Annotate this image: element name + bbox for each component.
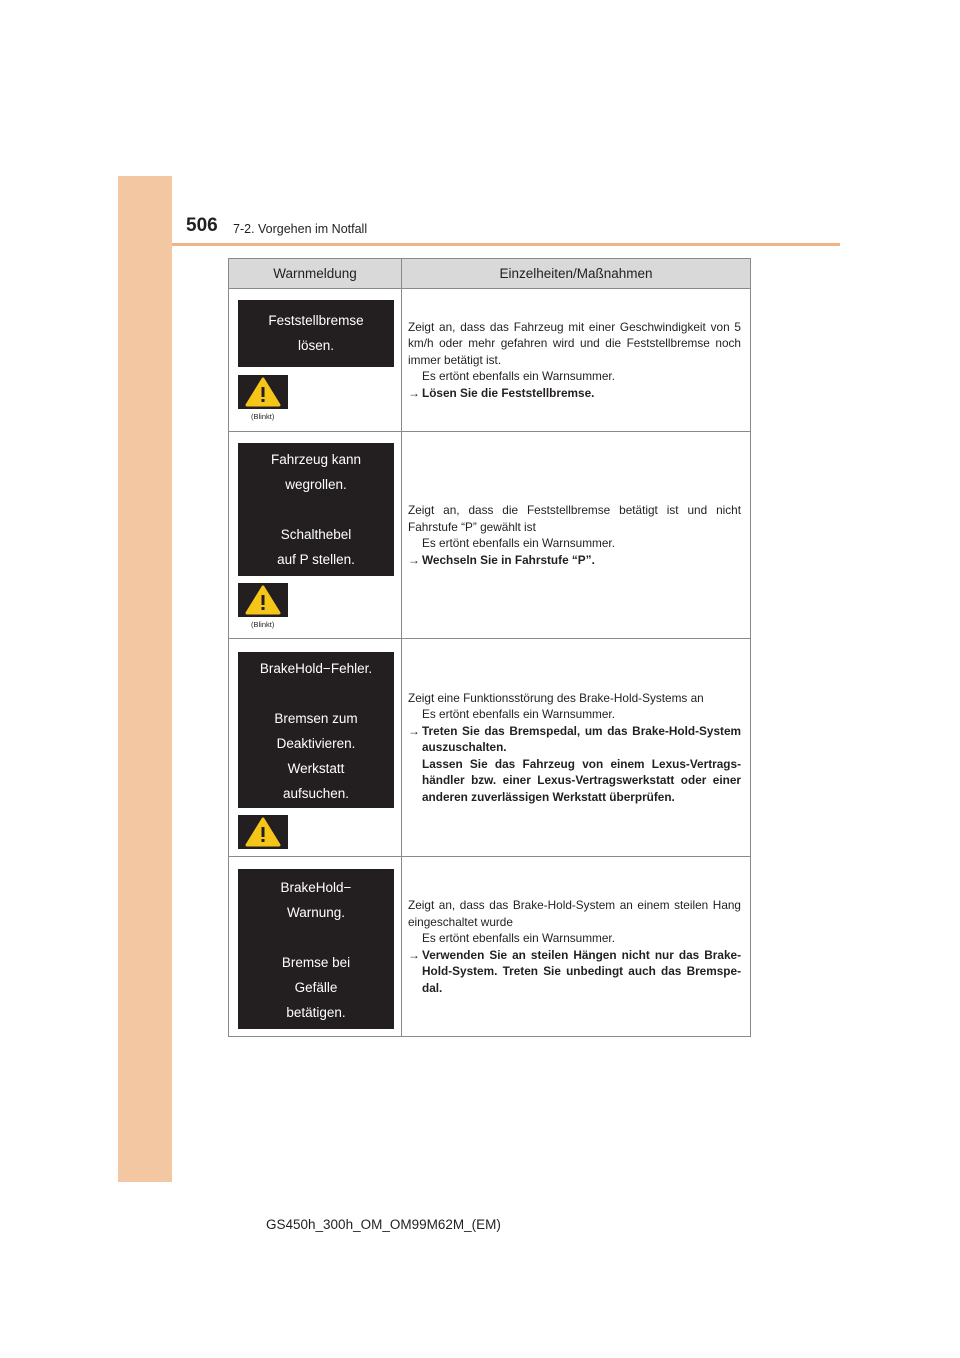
warning-display bbox=[238, 300, 394, 367]
warning-triangle-icon bbox=[238, 815, 288, 849]
action-text: Lösen Sie die Feststellbremse. bbox=[422, 385, 595, 400]
warning-icon-box bbox=[238, 583, 288, 617]
description-text: Zeigt an, dass das Fahrzeug mit einer Geschwindigkeit von 5 km/h oder mehr gefahren wird und die Feststellbremse noch immer betätigt ist. bbox=[408, 319, 741, 367]
blink-label: (Blinkt) bbox=[251, 620, 275, 629]
warning-table bbox=[228, 258, 751, 1037]
details-cell bbox=[402, 857, 751, 1037]
display-line: Warnung. bbox=[286, 905, 346, 920]
warning-display bbox=[238, 443, 394, 576]
details-cell bbox=[402, 432, 751, 639]
display-line: Gefälle bbox=[294, 980, 338, 995]
blink-label: (Blinkt) bbox=[251, 412, 275, 421]
display-line: auf P stellen. bbox=[277, 552, 355, 567]
footer-doc-code: GS450h_300h_OM_OM99M62M_(EM) bbox=[266, 1217, 501, 1232]
note-text: Es ertönt ebenfalls ein Warnsummer. bbox=[422, 369, 615, 384]
display-line: Bremsen zum bbox=[274, 711, 358, 726]
display-line: Schalthebel bbox=[280, 527, 352, 542]
warning-display-cell bbox=[229, 857, 402, 1037]
note-text: Es ertönt ebenfalls ein Warnsummer. bbox=[422, 536, 615, 550]
display-line: Feststellbremse bbox=[268, 313, 364, 328]
display-line: lösen. bbox=[297, 338, 335, 353]
section-title: 7-2. Vorgehen im Notfall bbox=[233, 222, 368, 236]
display-line: betätigen. bbox=[286, 1005, 346, 1020]
display-line: BrakeHold− bbox=[280, 880, 352, 895]
action-item bbox=[408, 756, 741, 806]
display-spacer bbox=[238, 497, 394, 522]
warning-display-cell bbox=[229, 639, 402, 857]
note-text: Es ertönt ebenfalls ein Warnsummer. bbox=[422, 931, 615, 945]
table-header-row bbox=[229, 259, 751, 289]
warning-display bbox=[238, 869, 394, 1029]
action-item bbox=[408, 385, 741, 402]
warning-display-cell bbox=[229, 432, 402, 639]
description-text: Zeigt an, dass das Brake-Hold-System an einem steilen Hang eingeschaltet wurde bbox=[408, 898, 741, 929]
column-header-details: Einzelheiten/Maßnahmen bbox=[402, 259, 751, 289]
table-row bbox=[229, 857, 751, 1037]
description-text: Zeigt eine Funktionsstörung des Brake-Hold-Systems an bbox=[408, 690, 704, 705]
details-cell bbox=[402, 289, 751, 432]
action-text: Lassen Sie das Fahrzeug von einem Lexus-Vertragshändler bzw. einer Lexus-Vertragswerkstatt oder einer anderen zuverlässigen Werkstatt überprüfen. bbox=[422, 756, 741, 804]
table-row bbox=[229, 639, 751, 857]
display-line: Deaktivieren. bbox=[276, 736, 356, 751]
display-line: BrakeHold−Fehler. bbox=[259, 661, 373, 676]
display-line: Werkstatt bbox=[287, 761, 345, 776]
column-header-warning: Warnmeldung bbox=[229, 259, 402, 289]
table-row bbox=[229, 289, 751, 432]
description-text: Zeigt an, dass die Feststellbremse betätigt ist und nicht Fahrstufe “P” gewählt ist bbox=[408, 503, 741, 534]
page-number: 506 bbox=[186, 215, 218, 236]
side-tab-bar bbox=[118, 176, 172, 1182]
warning-triangle-icon bbox=[238, 375, 288, 409]
arrow-icon: → bbox=[408, 947, 420, 962]
table-row bbox=[229, 432, 751, 639]
arrow-icon: → bbox=[408, 723, 420, 738]
warning-icon-box bbox=[238, 815, 288, 849]
display-line: wegrollen. bbox=[285, 477, 347, 492]
action-item bbox=[408, 947, 741, 997]
details-cell bbox=[402, 639, 751, 857]
warning-icon-box bbox=[238, 375, 288, 409]
arrow-icon: → bbox=[408, 552, 420, 567]
action-item bbox=[408, 552, 741, 569]
display-spacer bbox=[238, 681, 394, 706]
action-item bbox=[408, 723, 741, 756]
display-line: Bremse bei bbox=[281, 955, 351, 970]
action-text: Treten Sie das Bremspedal, um das Brake-Hold-System auszuschalten. bbox=[422, 723, 741, 755]
warning-triangle-icon bbox=[238, 583, 288, 617]
action-text: Wechseln Sie in Fahrstufe “P”. bbox=[422, 552, 595, 567]
warning-display-cell bbox=[229, 289, 402, 432]
note-text: Es ertönt ebenfalls ein Warnsummer. bbox=[422, 707, 615, 722]
display-spacer bbox=[238, 925, 394, 950]
action-text: Verwenden Sie an steilen Hängen nicht nur das Brake-Hold-System. Treten Sie unbedingt auch das Bremspedal. bbox=[422, 947, 741, 995]
display-line: Fahrzeug kann bbox=[270, 452, 362, 467]
warning-display bbox=[238, 652, 394, 808]
arrow-icon: → bbox=[408, 385, 420, 400]
display-line: aufsuchen. bbox=[282, 786, 350, 801]
header-rule bbox=[172, 243, 840, 246]
